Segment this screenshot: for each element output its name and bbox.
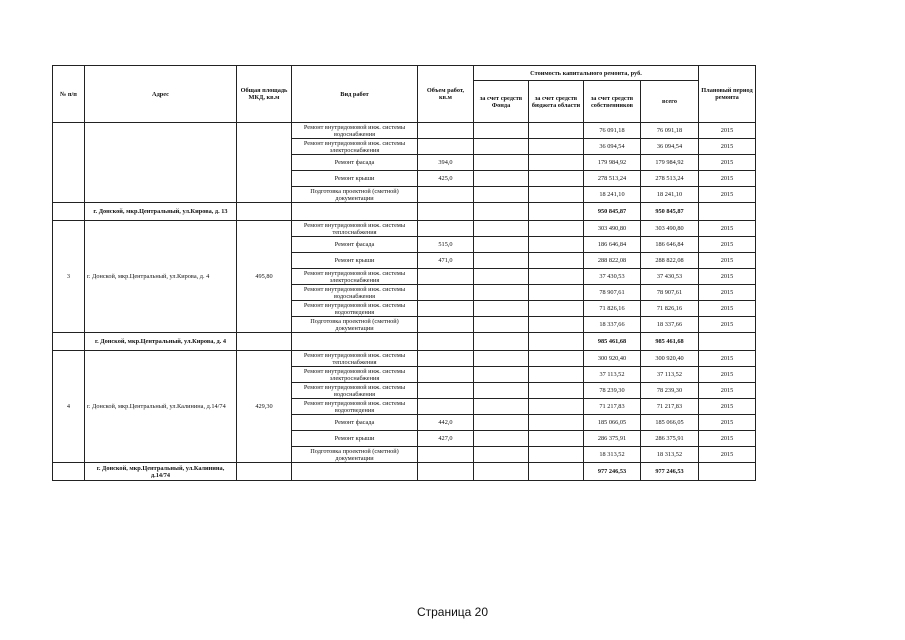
cell-fund: [474, 431, 529, 447]
cell-fund: [474, 317, 529, 333]
table-row: [53, 221, 756, 237]
cell-fund: [474, 237, 529, 253]
subtotal-row: [53, 203, 756, 221]
cell-region: [529, 237, 584, 253]
cell-work: Подготовка проектной (сметной) документации: [292, 317, 418, 333]
header-owners: за счет средств собственников: [584, 81, 641, 123]
cell-volume: [418, 399, 474, 415]
cell-owners: 71 217,83: [584, 399, 641, 415]
cell-owners: 18 337,66: [584, 317, 641, 333]
table-row: [53, 123, 756, 139]
cell-fund: [474, 301, 529, 317]
cell-work: Ремонт внутридомовой инж. системы водоснабжения: [292, 285, 418, 301]
cell-owners: 76 091,18: [584, 123, 641, 139]
cell-period: 2015: [699, 221, 756, 237]
cell-work: Ремонт крыши: [292, 431, 418, 447]
cell-volume: [418, 221, 474, 237]
cell-period: 2015: [699, 447, 756, 463]
cell-total: 37 113,52: [641, 367, 699, 383]
cell-owners: 37 430,53: [584, 269, 641, 285]
table-row: [53, 351, 756, 367]
subtotal-blank: [418, 333, 474, 351]
subtotal-blank: [474, 333, 529, 351]
subtotal-label: г. Донской, мкр.Центральный, ул.Кирова, д. 4: [85, 333, 237, 351]
cell-fund: [474, 269, 529, 285]
page-number: Страница 20: [416, 605, 489, 619]
cell-region: [529, 317, 584, 333]
cell-total: 179 984,92: [641, 155, 699, 171]
cell-region: [529, 301, 584, 317]
subtotal-blank: [529, 203, 584, 221]
cell-work: Ремонт внутридомовой инж. системы теплоснабжения: [292, 351, 418, 367]
cell-fund: [474, 221, 529, 237]
cell-work: Подготовка проектной (сметной) документации: [292, 187, 418, 203]
subtotal-blank: [237, 463, 292, 481]
subtotal-owners: 950 845,87: [584, 203, 641, 221]
cell-volume: [418, 367, 474, 383]
cell-region: [529, 155, 584, 171]
cell-volume: 442,0: [418, 415, 474, 431]
cell-fund: [474, 253, 529, 269]
cell-volume: [418, 285, 474, 301]
subtotal-blank: [474, 463, 529, 481]
cell-total: 18 313,52: [641, 447, 699, 463]
cell-owners: 303 490,80: [584, 221, 641, 237]
cell-region: [529, 351, 584, 367]
cell-region: [529, 171, 584, 187]
cell-region: [529, 253, 584, 269]
cell-volume: 394,0: [418, 155, 474, 171]
group-num: 4: [53, 351, 85, 463]
cell-period: 2015: [699, 253, 756, 269]
cell-total: 300 920,40: [641, 351, 699, 367]
subtotal-blank: [292, 203, 418, 221]
cell-period: 2015: [699, 301, 756, 317]
cell-work: Ремонт внутридомовой инж. системы электроснабжения: [292, 367, 418, 383]
header-area: Общая площадь МКД, кв.м: [237, 66, 292, 123]
cell-volume: [418, 269, 474, 285]
cell-fund: [474, 187, 529, 203]
cell-work: Ремонт крыши: [292, 253, 418, 269]
cell-period: 2015: [699, 123, 756, 139]
header-volume: Объем работ, кв.м: [418, 66, 474, 123]
cell-volume: [418, 351, 474, 367]
subtotal-sum: 985 461,68: [641, 333, 699, 351]
cell-volume: 471,0: [418, 253, 474, 269]
subtotal-blank: [292, 333, 418, 351]
subtotal-blank: [237, 333, 292, 351]
subtotal-blank: [699, 333, 756, 351]
group-area: 495,80: [237, 221, 292, 333]
cell-work: Ремонт фасада: [292, 155, 418, 171]
cell-owners: 37 113,52: [584, 367, 641, 383]
header-cost-group: Стоимость капитального ремонта, руб.: [474, 66, 699, 81]
cell-owners: 71 826,16: [584, 301, 641, 317]
header-address: Адрес: [85, 66, 237, 123]
cell-period: 2015: [699, 317, 756, 333]
header-total: всего: [641, 81, 699, 123]
subtotal-blank: [53, 203, 85, 221]
cell-work: Ремонт фасада: [292, 415, 418, 431]
subtotal-row: [53, 333, 756, 351]
cell-owners: 36 094,54: [584, 139, 641, 155]
subtotal-blank: [237, 203, 292, 221]
cell-period: 2015: [699, 351, 756, 367]
cell-volume: 427,0: [418, 431, 474, 447]
cell-volume: 515,0: [418, 237, 474, 253]
cell-fund: [474, 155, 529, 171]
subtotal-owners: 977 246,53: [584, 463, 641, 481]
subtotal-label: г. Донской, мкр.Центральный, ул.Калинина, д.14/74: [85, 463, 237, 481]
subtotal-blank: [418, 463, 474, 481]
cell-total: 186 646,84: [641, 237, 699, 253]
subtotal-owners: 985 461,68: [584, 333, 641, 351]
group-num: 3: [53, 221, 85, 333]
subtotal-blank: [418, 203, 474, 221]
cell-period: 2015: [699, 155, 756, 171]
cell-region: [529, 269, 584, 285]
cell-total: 71 826,16: [641, 301, 699, 317]
header-region: за счет средств бюджета области: [529, 81, 584, 123]
cell-owners: 18 241,10: [584, 187, 641, 203]
group-address: г. Донской, мкр.Центральный, ул.Кирова, д. 4: [85, 221, 237, 333]
cell-total: 286 375,91: [641, 431, 699, 447]
cell-work: Ремонт внутридомовой инж. системы водоотведения: [292, 301, 418, 317]
subtotal-sum: 950 845,87: [641, 203, 699, 221]
cell-region: [529, 285, 584, 301]
cell-volume: [418, 383, 474, 399]
cell-period: 2015: [699, 285, 756, 301]
group-area: [237, 123, 292, 203]
cell-volume: [418, 317, 474, 333]
cell-total: 78 907,61: [641, 285, 699, 301]
cell-work: Ремонт фасада: [292, 237, 418, 253]
group-area: 429,30: [237, 351, 292, 463]
cell-total: 18 337,66: [641, 317, 699, 333]
subtotal-row: [53, 463, 756, 481]
cell-volume: [418, 447, 474, 463]
header-num: № п/п: [53, 66, 85, 123]
cell-total: 37 430,53: [641, 269, 699, 285]
group-address: г. Донской, мкр.Центральный, ул.Калинина, д.14/74: [85, 351, 237, 463]
cell-owners: 185 066,05: [584, 415, 641, 431]
cell-owners: 300 920,40: [584, 351, 641, 367]
cell-fund: [474, 367, 529, 383]
subtotal-blank: [53, 463, 85, 481]
cell-period: 2015: [699, 399, 756, 415]
cell-owners: 78 239,30: [584, 383, 641, 399]
subtotal-blank: [699, 203, 756, 221]
cell-volume: [418, 123, 474, 139]
cell-period: 2015: [699, 367, 756, 383]
cell-owners: 186 646,84: [584, 237, 641, 253]
cell-volume: [418, 187, 474, 203]
cell-period: 2015: [699, 237, 756, 253]
cell-fund: [474, 139, 529, 155]
subtotal-blank: [292, 463, 418, 481]
cell-work: Ремонт внутридомовой инж. системы теплоснабжения: [292, 221, 418, 237]
header-work: Вид работ: [292, 66, 418, 123]
cell-total: 278 513,24: [641, 171, 699, 187]
cell-work: Ремонт внутридомовой инж. системы электроснабжения: [292, 269, 418, 285]
cell-fund: [474, 285, 529, 301]
cell-total: 76 091,18: [641, 123, 699, 139]
cell-work: Ремонт внутридомовой инж. системы водоснабжения: [292, 123, 418, 139]
cell-total: 36 094,54: [641, 139, 699, 155]
cell-region: [529, 187, 584, 203]
cell-work: Ремонт внутридомовой инж. системы водоснабжения: [292, 383, 418, 399]
cell-fund: [474, 383, 529, 399]
cell-owners: 179 984,92: [584, 155, 641, 171]
cell-owners: 278 513,24: [584, 171, 641, 187]
cell-fund: [474, 447, 529, 463]
cell-volume: 425,0: [418, 171, 474, 187]
cell-region: [529, 447, 584, 463]
cell-owners: 286 375,91: [584, 431, 641, 447]
cell-fund: [474, 123, 529, 139]
subtotal-blank: [529, 463, 584, 481]
cell-total: 303 490,80: [641, 221, 699, 237]
cell-period: 2015: [699, 383, 756, 399]
cell-period: 2015: [699, 269, 756, 285]
subtotal-blank: [529, 333, 584, 351]
group-address: [85, 123, 237, 203]
cell-region: [529, 399, 584, 415]
cell-total: 71 217,83: [641, 399, 699, 415]
cell-total: 78 239,30: [641, 383, 699, 399]
subtotal-sum: 977 246,53: [641, 463, 699, 481]
cell-volume: [418, 139, 474, 155]
header-fund: за счет средств Фонда: [474, 81, 529, 123]
cell-period: 2015: [699, 139, 756, 155]
repair-cost-table: [52, 65, 756, 481]
cell-region: [529, 123, 584, 139]
cell-fund: [474, 415, 529, 431]
cell-total: 18 241,10: [641, 187, 699, 203]
cell-total: 185 066,05: [641, 415, 699, 431]
cell-fund: [474, 399, 529, 415]
cell-period: 2015: [699, 187, 756, 203]
cell-region: [529, 139, 584, 155]
cell-owners: 78 907,61: [584, 285, 641, 301]
group-num: [53, 123, 85, 203]
cell-work: Ремонт внутридомовой инж. системы водоотведения: [292, 399, 418, 415]
cell-period: 2015: [699, 171, 756, 187]
cell-region: [529, 367, 584, 383]
cell-work: Ремонт внутридомовой инж. системы электроснабжения: [292, 139, 418, 155]
subtotal-blank: [53, 333, 85, 351]
subtotal-label: г. Донской, мкр.Центральный, ул.Кирова, д. 13: [85, 203, 237, 221]
cell-fund: [474, 171, 529, 187]
cell-work: Ремонт крыши: [292, 171, 418, 187]
cell-region: [529, 415, 584, 431]
cell-owners: 288 822,08: [584, 253, 641, 269]
cell-region: [529, 221, 584, 237]
cell-owners: 18 313,52: [584, 447, 641, 463]
cell-region: [529, 383, 584, 399]
cell-fund: [474, 351, 529, 367]
cell-period: 2015: [699, 431, 756, 447]
cell-period: 2015: [699, 415, 756, 431]
cell-work: Подготовка проектной (сметной) документации: [292, 447, 418, 463]
cell-total: 288 822,08: [641, 253, 699, 269]
cell-region: [529, 431, 584, 447]
cell-volume: [418, 301, 474, 317]
header-period: Плановый период ремонта: [699, 66, 756, 123]
subtotal-blank: [474, 203, 529, 221]
subtotal-blank: [699, 463, 756, 481]
